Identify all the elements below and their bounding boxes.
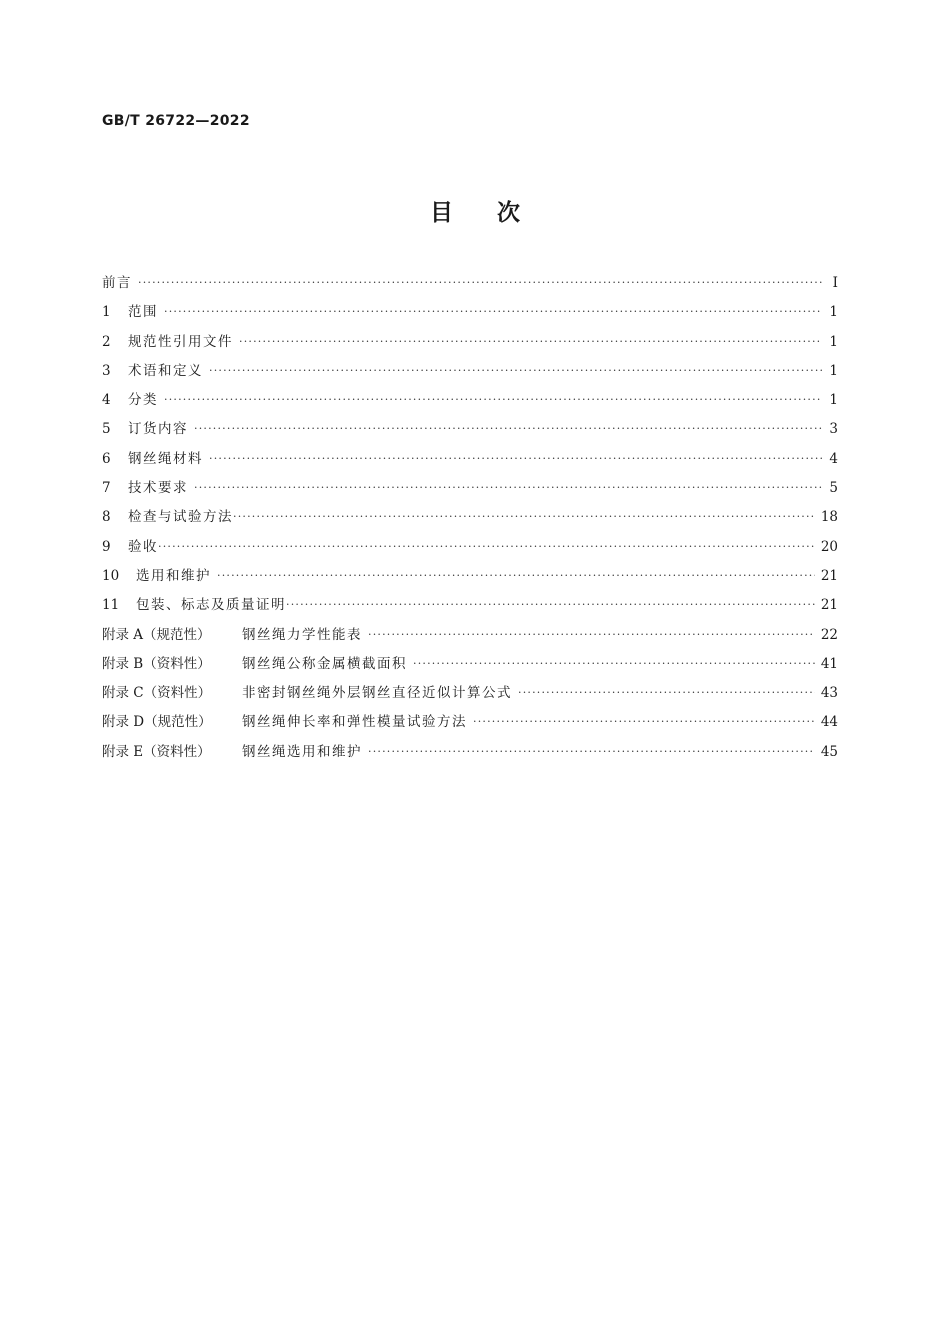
toc-entry-11[interactable]: [102, 593, 838, 622]
toc-entry-label: 术语和定义: [128, 362, 203, 379]
toc-entry-5[interactable]: [102, 417, 838, 446]
toc-entry-appendix-e[interactable]: [102, 740, 838, 769]
toc-entry-number: 1: [102, 304, 111, 321]
toc-entry-label: 钢丝绳选用和维护: [242, 743, 362, 760]
toc-leader-dots: [209, 364, 822, 377]
toc-entry-page: Ⅰ: [832, 275, 838, 291]
toc-entry-label: 选用和维护: [136, 567, 211, 584]
toc-leader-dots: [233, 510, 815, 523]
toc-entry-label: 分类: [128, 392, 158, 409]
toc-entry-label: 范围: [128, 304, 158, 321]
toc-entry-number: 附录 A（规范性）: [102, 626, 211, 643]
toc-entry-page: 45: [820, 743, 838, 760]
toc-entry-number: 附录 B（资料性）: [102, 655, 211, 672]
document-code: GB/T 26722—2022: [102, 113, 250, 129]
toc-entry-1[interactable]: [102, 300, 838, 329]
toc-leader-dots: [239, 335, 822, 348]
toc-entry-page: 43: [820, 685, 838, 702]
toc-entry-page: 1: [829, 333, 838, 350]
toc-entry-label: 订货内容: [128, 421, 188, 438]
toc-entry-appendix-a[interactable]: [102, 623, 838, 652]
toc-entry-number: 7: [102, 480, 111, 497]
toc-leader-dots: [138, 276, 822, 289]
toc-entry-foreword[interactable]: [102, 271, 838, 300]
toc-entry-page: 5: [829, 480, 838, 497]
toc-entry-page: 1: [829, 392, 838, 409]
toc-title: 目次: [430, 200, 564, 226]
toc-entry-appendix-d[interactable]: [102, 710, 838, 739]
toc-entry-number: 10: [102, 567, 120, 584]
toc-entry-page: 1: [829, 362, 838, 379]
toc-entry-page: 3: [829, 421, 838, 438]
toc-entry-label: 钢丝绳公称金属横截面积: [242, 655, 407, 672]
toc-entry-number: 2: [102, 333, 111, 350]
toc-entry-page: 4: [829, 450, 838, 467]
toc-entry-page: 44: [820, 714, 838, 731]
toc-entry-3[interactable]: [102, 359, 838, 388]
toc-leader-dots: [413, 657, 815, 670]
toc-entry-label: 钢丝绳伸长率和弹性模量试验方法: [242, 714, 467, 731]
table-of-contents: [102, 271, 838, 769]
toc-entry-number: 11: [102, 597, 120, 614]
toc-leader-dots: [368, 745, 815, 758]
toc-entry-page: 1: [829, 304, 838, 321]
toc-entry-number: 附录 E（资料性）: [102, 743, 211, 760]
toc-leader-dots: [209, 452, 822, 465]
toc-leader-dots: [158, 540, 815, 553]
toc-entry-page: 18: [820, 509, 838, 526]
toc-entry-number: 6: [102, 450, 111, 467]
toc-leader-dots: [368, 628, 815, 641]
toc-entry-appendix-c[interactable]: [102, 681, 838, 710]
toc-entry-label: 非密封钢丝绳外层钢丝直径近似计算公式: [242, 685, 512, 702]
toc-leader-dots: [164, 305, 822, 318]
toc-entry-number: 3: [102, 362, 111, 379]
toc-entry-8[interactable]: [102, 505, 838, 534]
toc-leader-dots: [518, 686, 815, 699]
toc-entry-page: 22: [820, 626, 838, 643]
toc-entry-10[interactable]: [102, 564, 838, 593]
toc-entry-number: 5: [102, 421, 111, 438]
toc-entry-page: 21: [820, 567, 838, 584]
toc-entry-page: 21: [820, 597, 838, 614]
toc-entry-label: 前言: [102, 275, 132, 291]
toc-leader-dots: [194, 422, 822, 435]
toc-entry-appendix-b[interactable]: [102, 652, 838, 681]
toc-entry-label: 检查与试验方法: [128, 509, 233, 526]
toc-entry-label: 技术要求: [128, 480, 188, 497]
toc-entry-2[interactable]: [102, 330, 838, 359]
toc-entry-label: 包装、标志及质量证明: [136, 597, 286, 614]
toc-entry-page: 41: [820, 655, 838, 672]
toc-entry-number: 9: [102, 538, 111, 555]
toc-entry-number: 4: [102, 392, 111, 409]
toc-entry-4[interactable]: [102, 388, 838, 417]
toc-leader-dots: [194, 481, 822, 494]
toc-entry-6[interactable]: [102, 447, 838, 476]
toc-leader-dots: [217, 569, 815, 582]
toc-entry-label: 验收: [128, 538, 158, 555]
toc-entry-7[interactable]: [102, 476, 838, 505]
toc-leader-dots: [164, 393, 822, 406]
toc-entry-label: 规范性引用文件: [128, 333, 233, 350]
toc-entry-number: 附录 D（规范性）: [102, 714, 212, 731]
toc-entry-label: 钢丝绳力学性能表: [242, 626, 362, 643]
toc-entry-number: 附录 C（资料性）: [102, 685, 212, 702]
toc-entry-page: 20: [820, 538, 838, 555]
toc-leader-dots: [286, 598, 815, 611]
toc-leader-dots: [473, 715, 815, 728]
toc-entry-label: 钢丝绳材料: [128, 450, 203, 467]
toc-entry-9[interactable]: [102, 535, 838, 564]
toc-entry-number: 8: [102, 509, 111, 526]
